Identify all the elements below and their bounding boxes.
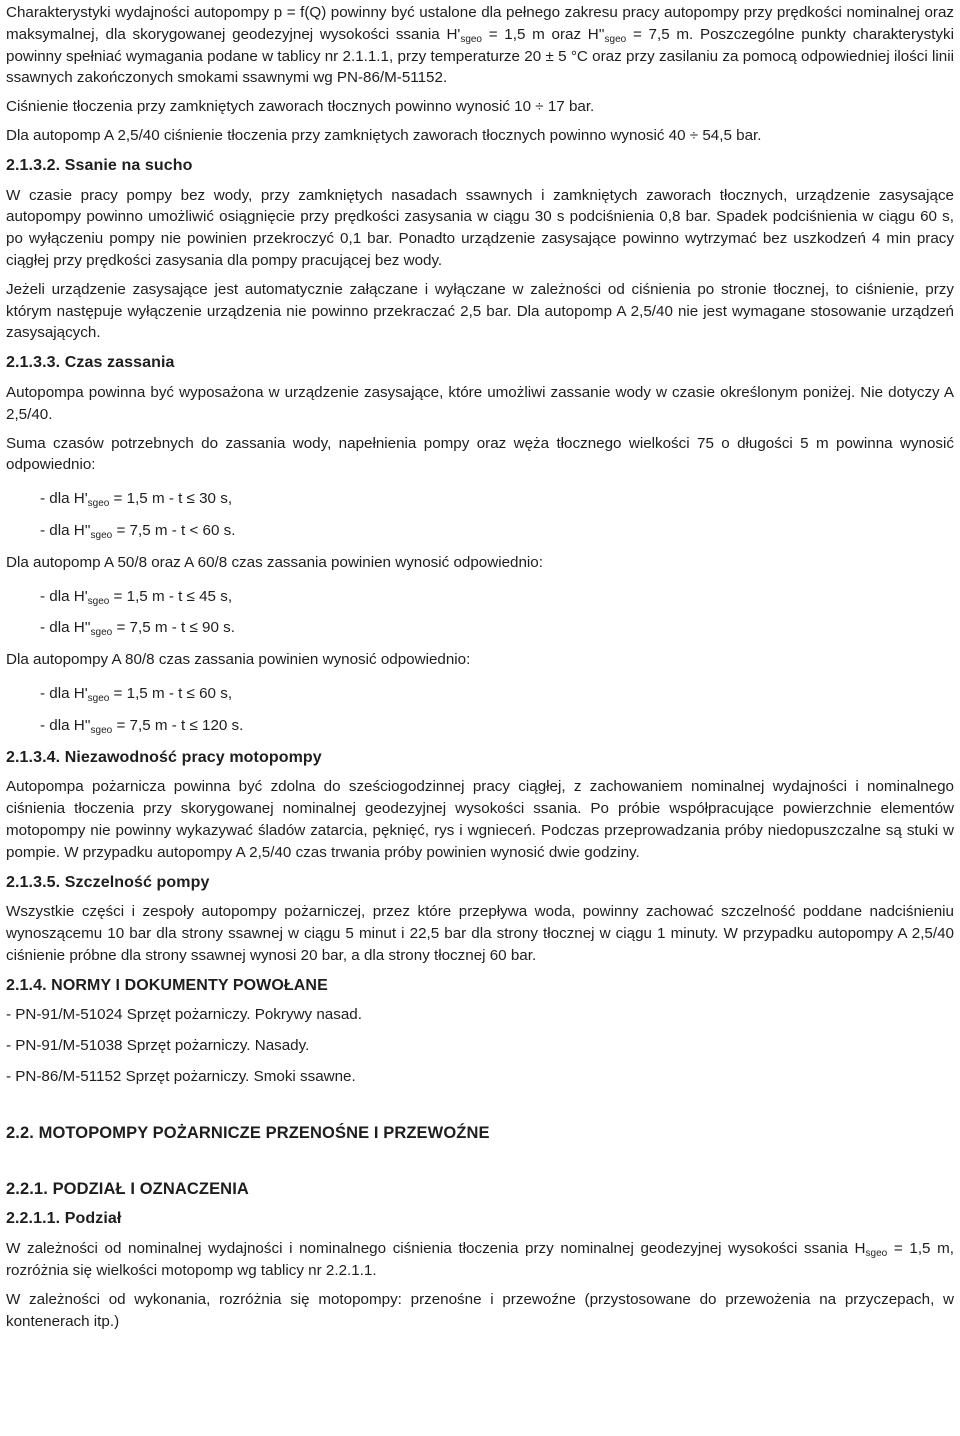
- section-heading-221: 2.2.1. PODZIAŁ I OZNACZENIA: [6, 1179, 249, 1198]
- list-item: - dla $H'_{sgeo} = 1,5$ m - t ≤ 60 s,: [40, 684, 233, 704]
- s2132-paragraph-1: W czasie pracy pompy bez wody, przy zamkniętych nasadach ssawnych i zamkniętych zaworach tłocznych, urządzenie zasysające autopompy powinno umożliwić osiągnięcie przy prędkości zasysania w ciągu 30 s podciśnienia 0,8 bar. Spadek podciśnienia w ciągu 60 s, po wyłączeniu pompy nie powinien przekroczyć 0,1 bar. Ponadto urządzenie zasysające powinno wytrzymać bez uszkodzeń 4 min pracy ciągłej przy prędkości zasysania dla pompy pracującej bez wody.: [6, 186, 954, 269]
- intro-p1-text-c: = 7,5 m. Poszczególne punkty charakterystyki powinny spełniać wymagania podane w tablicy nr 2.1.1.1, przy temperaturze 20 ± 5 °C oraz przy zasilaniu za pomocą odpowiedniej ilości linii ssawnych zakończonych smokami ssawnymi wg PN-86/M-51152.: [6, 25, 954, 87]
- intro-p1-text-a: Charakterystyki wydajności autopompy p = f(Q) powinny być ustalone dla pełnego zakresu pracy autopompy przy prędkości nominalnej oraz maksymalnej, dla skorygowanej geodezyjnej wysokości ssania H': [6, 4, 954, 43]
- section-heading-2211: 2.2.1.1. Podział: [6, 1210, 122, 1228]
- s2134-paragraph-1: Autopompa pożarnicza powinna być zdolna do sześciogodzinnej pracy ciągłej, z zachowaniem nominalnej wydajności i nominalnego ciśnienia tłoczenia przy skorygowanej nominalnej geodezyjnej wysokości ssania. Po próbie współpracujące powierzchnie elementów motopompy nie powinny wykazywać śladów zatarcia, pęknięć, rys i wgnieceń. Podczas przeprowadzania próby niedopuszczalne są stuki w pompie. W przypadku autopompy A 2,5/40 czas trwania próby powinien wynosić dwie godziny.: [6, 778, 954, 861]
- s2211-paragraph-2: W zależności od wykonania, rozróżnia się motopompy: przenośne i przewoźne (przystosowane do przewożenia na przyczepach, w kontenerach itp.): [6, 1290, 954, 1330]
- intro-paragraph-2: Ciśnienie tłoczenia przy zamkniętych zaworach tłocznych powinno wynosić 10 ÷ 17 bar.: [6, 98, 595, 116]
- list-item: - PN-91/M-51038 Sprzęt pożarniczy. Nasady.: [6, 1037, 310, 1055]
- spacer: [6, 1097, 954, 1115]
- s2211-paragraph-1: W zależności od nominalnej wydajności i nominalnego ciśnienia tłoczenia przy nominalnej geodezyjnej wysokości ssania $H_{sgeo} = 1,5$ m, rozróżnia się wielkości motopomp wg tablicy nr 2.2.1.1.: [6, 1240, 954, 1280]
- list-item: - dla $H''_{sgeo} = 7,5$ m - t < 60 s.: [40, 521, 236, 541]
- s2133-paragraph-3: Dla autopomp A 50/8 oraz A 60/8 czas zassania powinien wynosić odpowiednio:: [6, 553, 543, 571]
- section-heading-22: 2.2. MOTOPOMPY POŻARNICZE PRZENOŚNE I PRZEWOŹNE: [6, 1123, 490, 1142]
- section-heading-214: 2.1.4. NORMY I DOKUMENTY POWOŁANE: [6, 976, 328, 994]
- subscript: sgeo: [604, 33, 627, 45]
- section-heading-2133: 2.1.3.3. Czas zassania: [6, 354, 175, 372]
- list-item: - dla $H'_{sgeo} = 1,5$ m - t ≤ 45 s,: [40, 587, 233, 607]
- list-item: - PN-86/M-51152 Sprzęt pożarniczy. Smoki ssawne.: [6, 1068, 356, 1086]
- s2135-paragraph-1: Wszystkie części i zespoły autopompy pożarniczej, przez które przepływa woda, powinny zachować szczelność poddane nadciśnieniu wynoszącemu 10 bar dla strony ssawnej w ciągu 5 minut i 22,5 bar dla strony tłocznej w ciągu 1 minuty. W przypadku autopompy A 2,5/40 ciśnienie próbne dla strony ssawnej wynosi 20 bar, a dla strony tłocznej 60 bar.: [6, 903, 954, 964]
- s2133-paragraph-2: Suma czasów potrzebnych do zassania wody, napełnienia pompy oraz węża tłocznego wielkości 75 o długości 5 m powinna wynosić odpowiednio:: [6, 434, 954, 474]
- subscript: sgeo: [460, 33, 482, 45]
- spacer: [6, 1153, 954, 1171]
- list-item: - dla $H''_{sgeo} = 7,5$ m - t ≤ 120 s.: [40, 716, 244, 736]
- section-heading-2134: 2.1.3.4. Niezawodność pracy motopompy: [6, 748, 322, 766]
- intro-p1-text-b: = 1,5 m oraz H'': [482, 25, 605, 43]
- intro-paragraph-1: [6, 2, 954, 89]
- s2133-paragraph-4: Dla autopompy A 80/8 czas zassania powinien wynosić odpowiednio:: [6, 651, 471, 669]
- s2133-paragraph-1: Autopompa powinna być wyposażona w urządzenie zasysające, które umożliwi zassanie wody w czasie określonym poniżej. Nie dotyczy A 2,5/40.: [6, 383, 954, 423]
- list-item: - PN-91/M-51024 Sprzęt pożarniczy. Pokrywy nasad.: [6, 1006, 362, 1024]
- list-item: - dla $H'_{sgeo} = 1,5$ m - t ≤ 30 s,: [40, 490, 233, 510]
- section-heading-2132: 2.1.3.2. Ssanie na sucho: [6, 156, 193, 174]
- intro-paragraph-3: Dla autopomp A 2,5/40 ciśnienie tłoczenia przy zamkniętych zaworach tłocznych powinno wynosić 40 ÷ 54,5 bar.: [6, 126, 762, 144]
- list-item: - dla $H''_{sgeo} = 7,5$ m - t ≤ 90 s.: [40, 619, 235, 639]
- s2132-paragraph-2: Jeżeli urządzenie zasysające jest automatycznie załączane i wyłączane w zależności od ciśnienia po stronie tłocznej, to ciśnienie, przy którym następuje wyłączenie urządzenia nie powinno przekraczać 2,5 bar. Dla autopomp A 2,5/40 nie jest wymagane stosowanie urządzeń zasysających.: [6, 280, 954, 342]
- section-heading-2135: 2.1.3.5. Szczelność pompy: [6, 873, 210, 891]
